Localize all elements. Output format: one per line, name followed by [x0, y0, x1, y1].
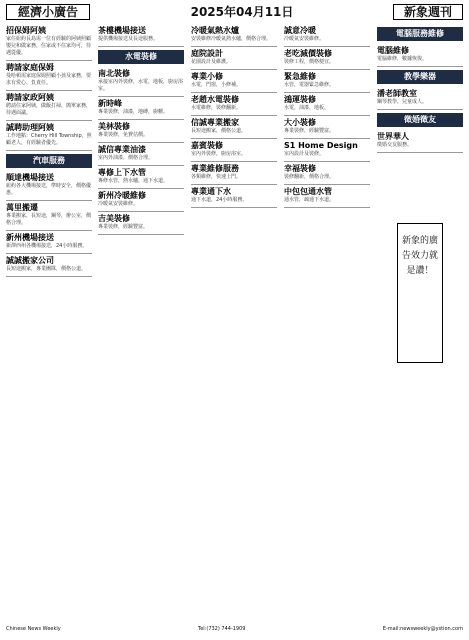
ad-title: 誠意冷暖	[284, 26, 316, 35]
classified-ad	[191, 162, 277, 185]
ad-title: 新州冷暖維修	[98, 191, 146, 200]
ad-title: 信誠專業搬家	[191, 118, 239, 127]
classified-ad	[191, 185, 277, 208]
classified-ad	[191, 139, 277, 162]
ad-title: 萬里搬遷	[6, 203, 38, 212]
ad-title: 誠誠搬家公司	[6, 256, 54, 265]
footer-email: E-mail:newsweekly@ystion.com	[382, 626, 463, 632]
ad-body: 各類維修，快速上門。	[191, 174, 242, 180]
ad-title: 招保姆阿姨	[6, 26, 46, 35]
classified-ad	[6, 201, 92, 231]
classified-ad	[6, 171, 92, 201]
classified-ad	[6, 61, 92, 91]
ad-title: 新時峰	[98, 99, 122, 108]
ad-body: 室內設計及裝修。	[284, 151, 325, 157]
section-banner: 電腦服務維修	[377, 27, 463, 41]
ad-title: 專業小修	[191, 72, 223, 81]
ad-body: 工作地點：Cherry Hill Township，照顧老人，有經驗者優先。	[6, 133, 92, 146]
publication-name: 新象週刊	[393, 4, 463, 20]
ad-body: 室內外油漆，價格合理。	[98, 155, 154, 161]
classified-ad	[98, 67, 184, 97]
ad-title: 順達機場接送	[6, 173, 54, 182]
ad-title: 老趙水電裝修	[191, 95, 239, 104]
classified-ad	[284, 185, 370, 208]
ad-title: 吉美裝修	[98, 214, 130, 223]
column-3	[191, 24, 277, 620]
column-1	[6, 24, 92, 620]
ad-body: 水電，油漆，地板。	[284, 105, 330, 111]
ad-body: 裝修翻新，價格合理。	[284, 174, 335, 180]
ad-body: 專修水管，熱水爐，通下水道。	[98, 178, 169, 184]
ad-body: 長短途搬家，專業團隊，價格公道。	[6, 266, 87, 272]
classified-ad	[191, 116, 277, 139]
classified-ad	[284, 162, 370, 185]
ad-title: 世界華人	[377, 132, 409, 141]
ad-body: 提供機場接送及長途服務。	[98, 36, 159, 42]
ad-body: 通下水道，24小時服務。	[191, 197, 248, 203]
ad-body: 專業裝修，油漆，地磚，廚櫃。	[98, 109, 169, 115]
ad-title: 專業通下水	[191, 187, 231, 196]
ad-body: 家住紐約長島需一位有經驗的阿姨照顧嬰兒和做家務，住家或不住家均可，待遇從優。	[6, 36, 92, 56]
classified-ad	[284, 116, 370, 139]
ad-title: 南北裝修	[98, 69, 130, 78]
classified-ad	[6, 254, 92, 277]
ad-title: 專業維修服務	[191, 164, 239, 173]
ad-body: 長短途搬家，價格公道。	[191, 128, 247, 134]
ad-title: 潘老師教室	[377, 89, 417, 98]
classified-ad	[98, 97, 184, 120]
ad-body: 冷暖氣安裝維修。	[98, 201, 139, 207]
ad-title: 誠聘助理阿姨	[6, 123, 54, 132]
ad-body: 冷暖氣安裝維修。	[284, 36, 325, 42]
ad-body: 專業裝修，經驗豐富。	[284, 128, 335, 134]
ad-body: 安裝維修冷暖氣熱水爐，價格合理。	[191, 36, 272, 42]
ad-title: 老吃減價裝修	[284, 49, 332, 58]
ad-body: 徵婚交友服務。	[377, 142, 413, 148]
ad-body: 花園設計及維護。	[191, 59, 232, 65]
classified-ad	[284, 93, 370, 116]
masthead	[6, 4, 463, 20]
classified-ad	[191, 47, 277, 70]
ad-body: 專業搬家，長短途，鋼琴，辦公室，價格合理。	[6, 213, 92, 226]
classified-ad	[6, 121, 92, 151]
ad-title: 電腦維修	[377, 46, 409, 55]
ad-title: 幸福裝修	[284, 164, 316, 173]
ad-title: 嘉賓裝修	[191, 141, 223, 150]
classified-ad	[191, 24, 277, 47]
ad-title: 聘請家庭保姆	[6, 63, 54, 72]
section-banner: 汽車服務	[6, 154, 92, 168]
ad-body: 承接室內外裝修，水電，地板，廚房浴室。	[98, 79, 184, 92]
classified-ad	[377, 87, 463, 110]
section-banner: 教學樂器	[377, 70, 463, 84]
ad-body: 新澤西州各機場接送，24小時服務。	[6, 243, 88, 249]
ad-title: 新州機場接送	[6, 233, 54, 242]
classified-ad	[98, 24, 184, 47]
column-5	[377, 24, 463, 620]
classified-ad	[377, 44, 463, 67]
classified-ad	[98, 189, 184, 212]
ad-body: 水電，門窗，小修補。	[191, 82, 242, 88]
classified-ad	[284, 24, 370, 47]
footer-phone: Tel:(732) 744-1909	[198, 626, 246, 632]
classified-ad	[98, 166, 184, 189]
ad-body: 裝修工程，價格便宜。	[284, 59, 335, 65]
ad-title: 大小裝修	[284, 118, 316, 127]
classified-ad	[6, 91, 92, 121]
ad-body: 聘請住家阿姨，做飯打掃，簡單家務，待遇面議。	[6, 103, 92, 116]
ad-title: S1 Home Design	[284, 141, 358, 150]
ad-title: 庭院設計	[191, 49, 223, 58]
classified-ad	[98, 143, 184, 166]
classified-ad	[191, 93, 277, 116]
ad-body: 電腦維修，數據恢復。	[377, 56, 428, 62]
ad-body: 水管，電器緊急維修。	[284, 82, 335, 88]
promo-box: 新象的廣告效力就是讚！	[397, 223, 443, 363]
ad-title: 鴻運裝修	[284, 95, 316, 104]
footer-left: Chinese News Weekly	[6, 626, 61, 632]
classified-ad	[6, 24, 92, 61]
classified-ad	[98, 212, 184, 235]
ad-body: 專業裝修，經驗豐富。	[98, 224, 149, 230]
section-banner: 水電裝修	[98, 50, 184, 64]
ad-body: 水電維修，裝修翻新。	[191, 105, 242, 111]
column-2	[98, 24, 184, 620]
classified-ad	[284, 70, 370, 93]
classified-ad	[284, 47, 370, 70]
classified-ad	[284, 139, 370, 162]
classified-ad	[191, 70, 277, 93]
ad-body: 專業裝修，免費估價。	[98, 132, 149, 138]
ad-title: 冷暖氣熱水爐	[191, 26, 239, 35]
footer	[6, 626, 463, 632]
ad-title: 專修上下水管	[98, 168, 146, 177]
ad-body: 紐約各大機場接送，準時安全，價格優惠。	[6, 183, 92, 196]
ad-title: 美林裝修	[98, 122, 130, 131]
ad-body: 室內外裝修，廚房浴室。	[191, 151, 247, 157]
column-4	[284, 24, 370, 620]
classified-ad	[377, 130, 463, 153]
ad-title: 緊急維修	[284, 72, 316, 81]
ad-title: 中包包通水管	[284, 187, 332, 196]
section-banner: 徵婚徵友	[377, 113, 463, 127]
ad-title: 誠信專業油漆	[98, 145, 146, 154]
ad-body: 曼哈頓需家庭保姆照顧小孩及家務，要求有愛心、負責任。	[6, 73, 92, 86]
ad-title: 茶樓機場接送	[98, 26, 146, 35]
section-title: 經濟小廣告	[6, 4, 90, 20]
classified-ad	[98, 120, 184, 143]
ad-body: 鋼琴教學，兒童成人。	[377, 99, 428, 105]
ad-title: 聘請家政阿姨	[6, 93, 54, 102]
ad-body: 通水管，疏通下水道。	[284, 197, 335, 203]
issue-date: 2025年04月11日	[190, 5, 294, 19]
classified-ad	[6, 231, 92, 254]
